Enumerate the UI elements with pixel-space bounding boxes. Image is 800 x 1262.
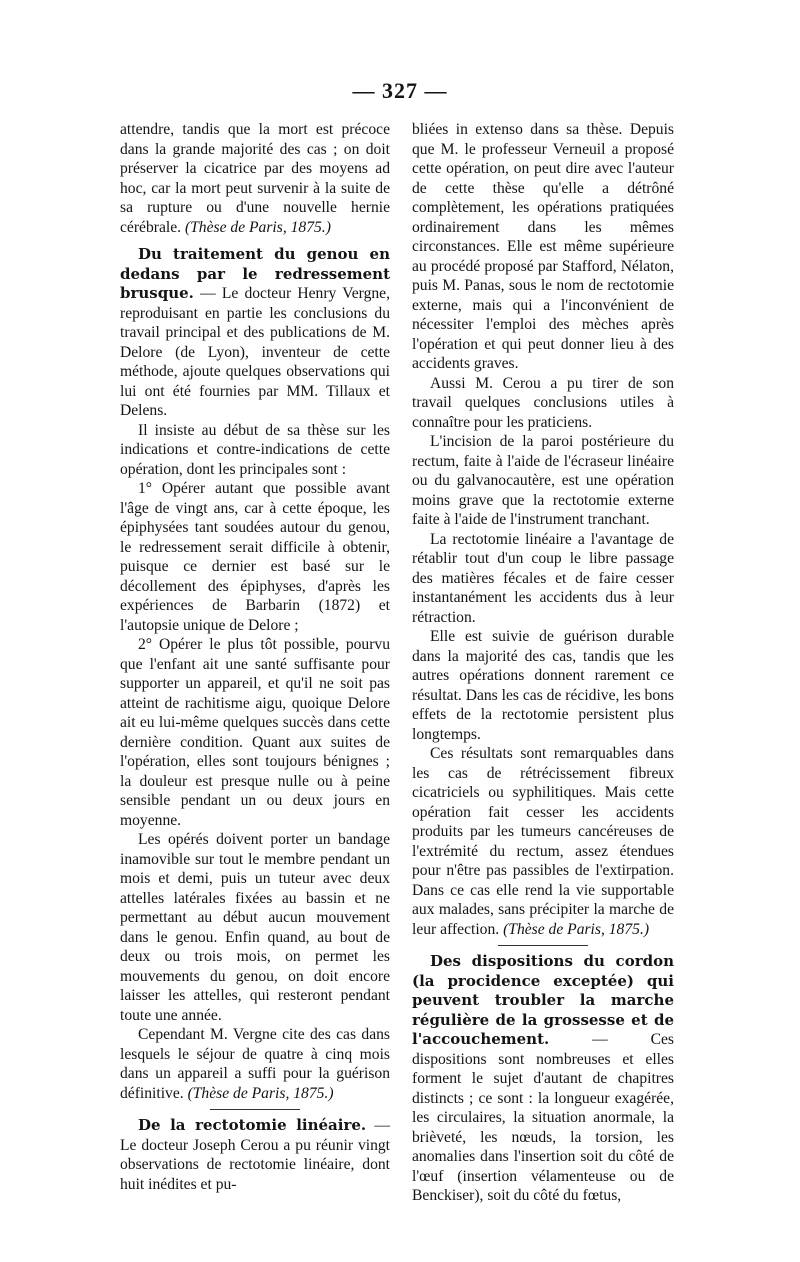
paragraph: Les opérés doivent porter un bandage inamovible sur tout le membre pendant un mois et demi, puis un tuteur avec deux attelles latérales fixées au bassin et ne permettant au début aucun mouvement dans le genou. Enfin quand, au bout de deux ou trois mois, on permet les mouvements du genou, on doit encore laisser les attelles, qui resteront pendant toute une année.	[120, 831, 390, 1024]
paragraph-text: — Ces dispositions sont nombreuses et elles forment le sujet d'autant de chapitres distincts ; ce sont : la longueur exagérée, les circulaires, la situation anormale, la brièveté, les nœuds, la torsion, les anomalies dans l'insertion soit du côté de l'œuf (insertion vélamenteuse ou de Benckiser), soit du côté du fœtus,	[412, 1031, 674, 1204]
paragraph	[120, 1025, 390, 1103]
citation: (Thèse de Paris, 1875.)	[187, 1084, 334, 1102]
section-heading: De la rectotomie linéaire.	[138, 1116, 367, 1134]
paragraph	[120, 120, 390, 237]
paragraph	[412, 744, 674, 939]
paragraph: Elle est suivie de guérison durable dans la majorité des cas, tandis que les autres opérations donnent rarement ce résultat. Dans les cas de récidive, les bons effets de la rectotomie persistent plus longtemps.	[412, 628, 674, 743]
paragraph: 2° Opérer le plus tôt possible, pourvu que l'enfant ait une santé suffisante pour supporter un appareil, et qu'il ne soit pas atteint de rachitisme aigu, quoique Delore ait eu lui-même quelques succès dans cette dernière condition. Quant aux suites de l'opération, elles sont toujours bénignes ; la douleur est presque nulle ou à peine sensible pendant un ou deux jours en moyenne.	[120, 636, 390, 829]
right-column	[412, 120, 674, 1206]
section-paragraph	[120, 245, 390, 421]
section-divider	[210, 1109, 300, 1110]
section-divider	[498, 945, 588, 946]
paragraph: bliées in extenso dans sa thèse. Depuis que M. le professeur Verneuil a proposé cette opération, on peut dire avec l'auteur de cette thèse qu'elle a détrôné complètement, les opérations pratiquées ordinairement dans les mêmes circonstances. Elle est même supérieure au procédé proposé par Stafford, Nélaton, puis M. Panas, sous le nom de rectotomie externe, mais qui a l'inconvénient de nécessiter l'emploi des mèches après l'opération et qui peut donner lieu à des accidents graves.	[412, 121, 674, 372]
citation: (Thèse de Paris, 1875.)	[503, 920, 650, 938]
paragraph-text: Cependant M. Vergne cite des cas dans lesquels le séjour de quatre à cinq mois dans un appareil a suffi pour la guérison définitive.	[120, 1026, 390, 1102]
paragraph: Aussi M. Cerou a pu tirer de son travail quelques conclusions utiles à connaître pour les praticiens.	[412, 374, 674, 431]
section-heading: Du traitement du genou en dedans par le redressement brusque.	[120, 245, 390, 302]
left-column	[120, 120, 390, 1194]
paragraph-text: — Le docteur Joseph Cerou a pu réunir vingt observations de rectotomie linéaire, dont huit inédites et pu-	[120, 1117, 390, 1193]
page-number: — 327 —	[352, 78, 448, 103]
paragraph: La rectotomie linéaire a l'avantage de rétablir tout d'un coup le libre passage des matières fécales et de faire cesser instantanément les accidents dus à leur rétraction.	[412, 530, 674, 626]
section-paragraph	[412, 952, 674, 1206]
paragraph-text: attendre, tandis que la mort est précoce dans la grande majorité des cas ; on doit préserver la cicatrice par des moyens ad hoc, car la mort peut survenir à la suite de sa rupture ou d'une nouvelle hernie cérébrale.	[120, 121, 390, 236]
paragraph: 1° Opérer autant que possible avant l'âge de vingt ans, car à cette époque, les épiphysées tant soudées autour du genou, le redressement serait difficile à obtenir, puisque ce dernier est basé sur le décollement des épiphyses, d'après les expériences de Barbarin (1872) et l'autopsie unique de Delore ;	[120, 480, 390, 634]
paragraph-text: — Le docteur Henry Vergne, reproduisant en partie les conclusions du travail principal et des publications de M. Delore (de Lyon), inventeur de cette méthode, ajoute quelques observations qui lui ont été fournies par MM. Tillaux et Delens.	[120, 285, 390, 419]
paragraph-text: Ces résultats sont remarquables dans les cas de rétrécissement fibreux cicatriciels ou syphilitiques. Mais cette opération fait cesser les accidents produits par les tumeurs cancéreuses de l'extrémité du rectum, assez étendues pour n'être pas passibles de l'extirpation. Dans ce cas elle rend la vie supportable aux malades, sans précipiter la marche de leur affection.	[412, 745, 674, 938]
section-paragraph	[120, 1116, 390, 1194]
paragraph: Il insiste au début de sa thèse sur les indications et contre-indications de cette opération, dont les principales sont :	[120, 421, 390, 478]
section-heading: Des dispositions du cordon (la procidence exceptée) qui peuvent troubler la marche régulière de la grossesse et de l'accouchement.	[412, 952, 674, 1048]
paragraph: L'incision de la paroi postérieure du rectum, faite à l'aide de l'écraseur linéaire ou du galvanocautère, est une opération moins grave que la rectotomie externe faite à l'aide de l'instrument tranchant.	[412, 433, 674, 528]
citation: (Thèse de Paris, 1875.)	[184, 218, 331, 236]
